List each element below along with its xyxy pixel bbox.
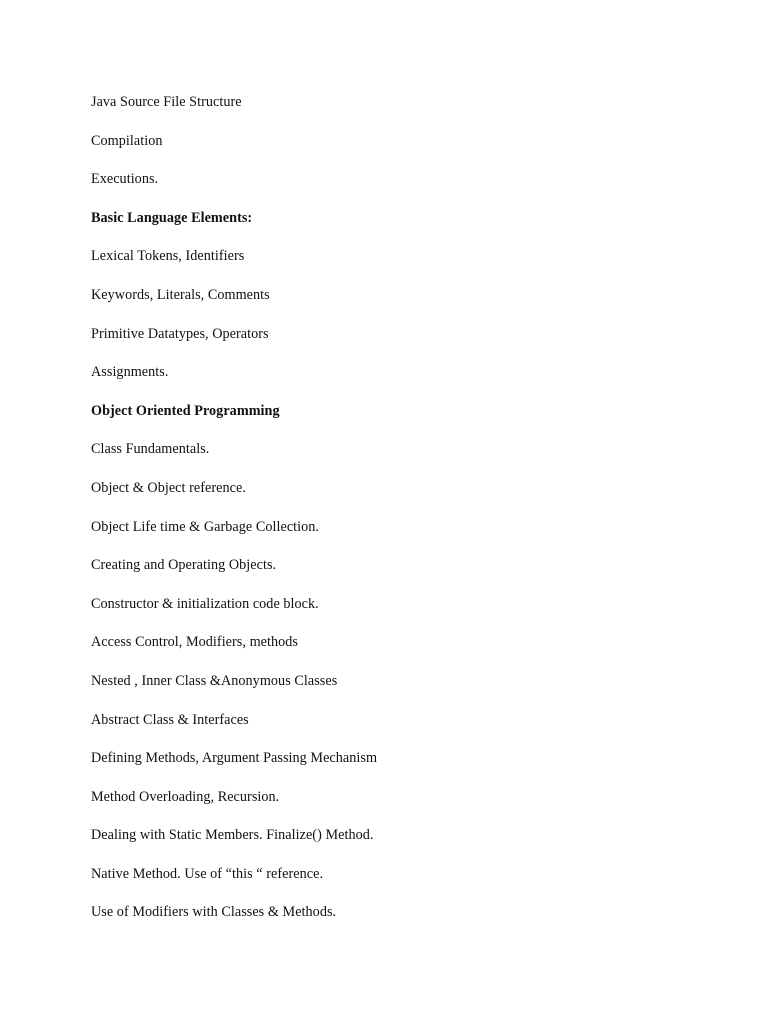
list-item: Access Control, Modifiers, methods (91, 634, 298, 651)
list-item: Use of Modifiers with Classes & Methods. (91, 904, 337, 921)
list-item: Defining Methods, Argument Passing Mechanism (91, 750, 378, 767)
list-item: Assignments. (91, 364, 169, 381)
list-item: Dealing with Static Members. Finalize() Method. (91, 827, 374, 844)
list-item: Creating and Operating Objects. (91, 557, 277, 574)
list-item: Primitive Datatypes, Operators (91, 325, 269, 342)
list-item: Object & Object reference. (91, 479, 246, 496)
list-item: Nested , Inner Class &Anonymous Classes (91, 672, 338, 689)
section-heading: Object Oriented Programming (91, 402, 280, 419)
list-item: Keywords, Literals, Comments (91, 286, 270, 303)
list-item: Class Fundamentals. (91, 441, 210, 458)
list-item: Executions. (91, 171, 159, 188)
list-item: Constructor & initialization code block. (91, 595, 319, 612)
list-item: Lexical Tokens, Identifiers (91, 248, 245, 265)
list-item: Method Overloading, Recursion. (91, 788, 280, 805)
list-item: Compilation (91, 132, 163, 149)
list-item: Native Method. Use of “this “ reference. (91, 865, 324, 882)
section-heading: Basic Language Elements: (91, 209, 253, 226)
list-item: Object Life time & Garbage Collection. (91, 518, 320, 535)
syllabus-list (91, 93, 377, 942)
list-item: Abstract Class & Interfaces (91, 711, 249, 728)
list-item: Java Source File Structure (91, 94, 242, 110)
